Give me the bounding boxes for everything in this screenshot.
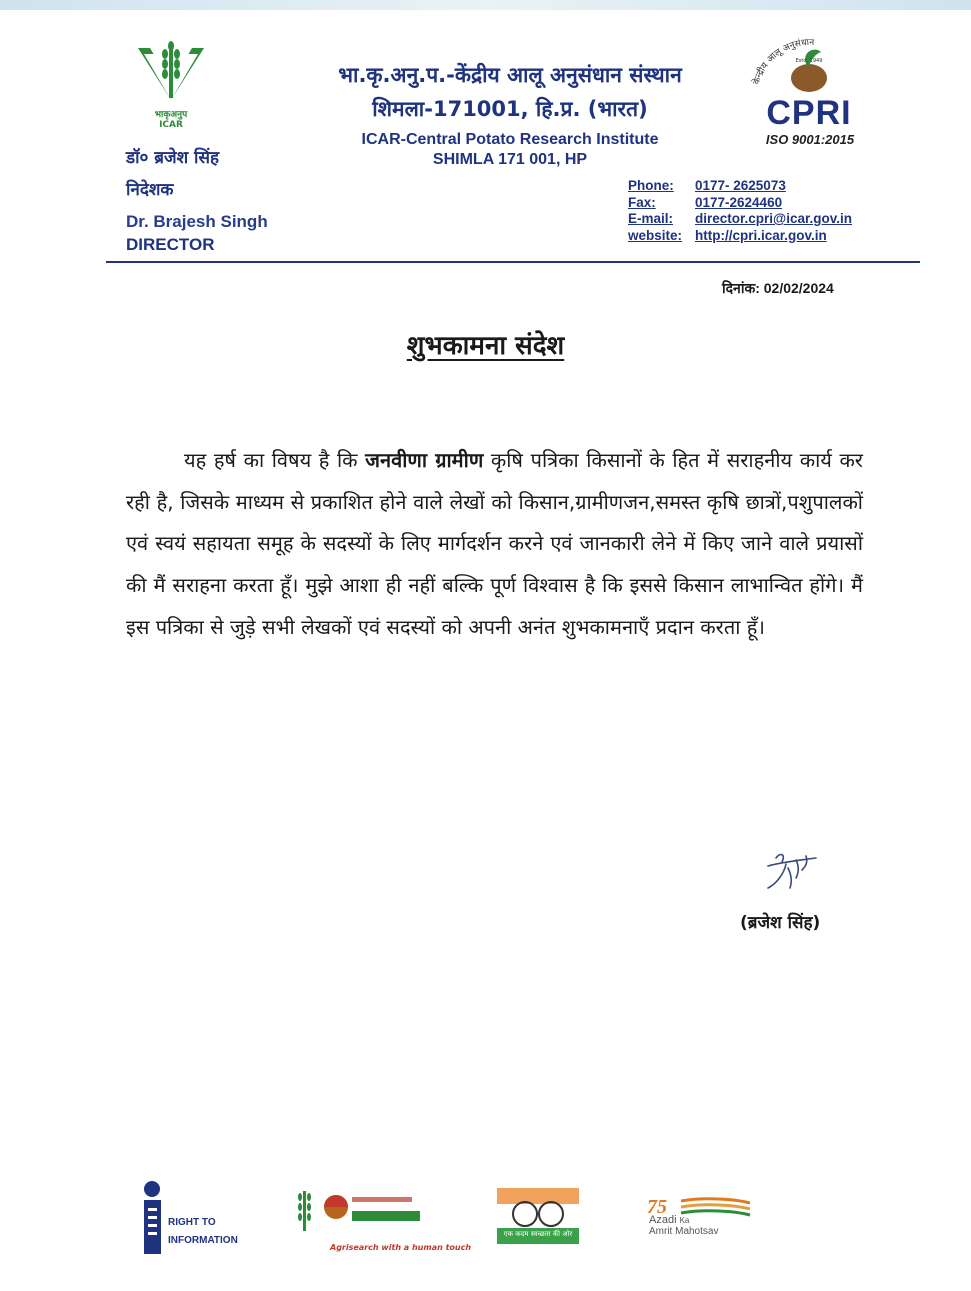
azadi-line2: Amrit Mahotsav [649,1226,719,1237]
azadi-line1: Azadi [649,1214,677,1226]
institute-hindi-line1: भा.कृ.अनु.प.-केंद्रीय आलू अनुसंधान संस्थान [338,63,682,87]
signatory-name: (ब्रजेश सिंह) [740,913,821,933]
cpri-estd-text: Estd. 1949 [795,58,823,64]
director-block [126,142,268,256]
azadi-ka-amrit-mahotsav-logo [645,1195,780,1245]
rti-line2: INFORMATION [168,1235,238,1246]
letter-body [126,440,863,649]
contact-email-row [628,211,852,228]
phone-value: 0177- 2625073 [695,178,786,193]
contact-website-row [628,228,852,245]
cpri-arc-text: केन्द्रीय आलू अनुसंधान [751,38,815,86]
agrisearch-tagline: Agrisearch with a human touch [330,1243,472,1252]
letter-date: दिनांक: 02/02/2024 [722,280,834,296]
rti-logo [142,1180,237,1260]
institute-title-english [330,130,690,170]
azadi-ka: Ka [679,1216,690,1225]
email-link[interactable]: director.cpri@icar.gov.in [695,211,852,226]
icar-logo-text [130,110,212,130]
swachh-bharat-logo [497,1188,579,1258]
contact-fax-row [628,195,852,212]
contact-block [628,178,852,244]
website-link[interactable]: http://cpri.icar.gov.in [695,227,827,243]
agrisearch-logo [290,1185,472,1260]
institute-title-hindi [305,58,715,126]
cpri-logo [745,38,875,133]
rti-line1: RIGHT TO [168,1217,216,1228]
phone-label: Phone: [628,178,674,193]
institute-english-line1: ICAR-Central Potato Research Institute [361,131,659,148]
director-title-english: DIRECTOR [126,235,215,254]
icar-logo-text-english: ICAR [159,120,183,130]
director-name-hindi: डॉ० ब्रजेश सिंह [126,148,219,168]
header-divider [106,261,920,263]
signature [762,848,822,897]
svg-text:75: 75 [647,1196,667,1217]
email-label: E-mail: [628,211,674,226]
contact-phone-row [628,178,852,195]
director-name-english: Dr. Brajesh Singh [126,212,268,231]
message-part1: यह हर्ष का विषय है कि [184,448,366,472]
icar-logo-text-hindi: भाकृअनुप [154,110,188,120]
fax-value: 0177-2624460 [695,194,783,210]
website-label: website: [628,227,683,243]
swachh-text: एक कदम स्वच्छता की ओर [503,1230,573,1238]
top-border-strip [0,0,971,10]
message-part2: कृषि पत्रिका किसानों के हित में सराहनीय कार्य कर रही है, जिसके माध्यम से प्रकाशित होने वाले लेखों को किसान,ग्रामीणजन,समस्त कृषि छात्रों,पशुपालकों एवं स्वयं सहायता समूह के सदस्यों के लिए मार्गदर्शन करने एवं जानकारी लेने में किए जाने वाले प्रयासों की मैं सराहना करता हूँ। मुझे आशा ही नहीं बल्कि पूर्ण विश्वास है कि इससे किसान लाभान्वित होंगे। मैं इस पत्रिका से जुड़े सभी लेखकों एवं सदस्यों को अपनी अनंत शुभकामनाएँ प्रदान करता हूँ। [126,448,863,639]
institute-english-line2: SHIMLA 171 001, HP [432,151,588,168]
iso-certification: ISO 9001:2015 [765,132,855,147]
institute-hindi-line2: शिमला-171001, हि.प्र. (भारत) [372,97,648,121]
director-title-hindi: निदेशक [126,180,174,200]
message-paragraph [126,440,863,649]
cpri-logo-text: CPRI [766,94,852,132]
fax-label: Fax: [628,194,656,210]
letter-subject [0,326,971,362]
subject-text: शुभकामना संदेश [406,331,565,361]
magazine-name: जनवीणा ग्रामीण [365,448,484,472]
